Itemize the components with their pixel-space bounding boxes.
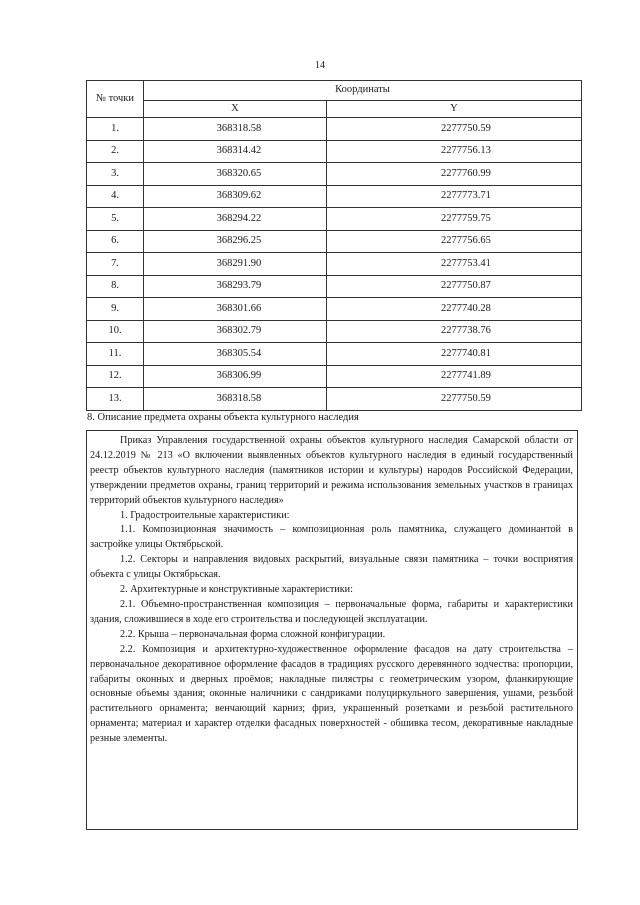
table-row <box>87 230 582 253</box>
x-coordinate-cell: 368314.42 <box>144 140 327 163</box>
table-row <box>87 343 582 366</box>
x-coordinate-cell: 368291.90 <box>144 253 327 276</box>
paragraph-architectural-characteristics: 2. Архитектурные и конструктивные характеристики: <box>120 584 353 596</box>
header-y: Y <box>326 100 581 117</box>
point-number-cell: 2. <box>87 140 144 163</box>
point-number-cell: 6. <box>87 230 144 253</box>
coordinates-table-body <box>87 118 582 411</box>
table-row <box>87 163 582 186</box>
header-x: X <box>144 100 327 117</box>
table-row <box>87 365 582 388</box>
paragraph-2-2-roof: 2.2. Крыша – первоначальная форма сложной конфигурации. <box>120 628 386 640</box>
table-row <box>87 140 582 163</box>
point-number-cell: 10. <box>87 320 144 343</box>
table-row <box>87 320 582 343</box>
table-row <box>87 185 582 208</box>
page-number: 14 <box>315 60 325 71</box>
y-coordinate-cell: 2277753.41 <box>326 253 581 276</box>
table-row <box>87 298 582 321</box>
point-number-cell: 5. <box>87 208 144 231</box>
table-row <box>87 208 582 231</box>
y-coordinate-cell: 2277756.65 <box>326 230 581 253</box>
x-coordinate-cell: 368309.62 <box>144 185 327 208</box>
y-coordinate-cell: 2277756.13 <box>326 140 581 163</box>
point-number-cell: 11. <box>87 343 144 366</box>
x-coordinate-cell: 368296.25 <box>144 230 327 253</box>
x-coordinate-cell: 368306.99 <box>144 365 327 388</box>
point-number-cell: 9. <box>87 298 144 321</box>
header-point-number: № точки <box>87 81 144 118</box>
point-number-cell: 7. <box>87 253 144 276</box>
paragraph-2-2-facades: 2.2. Композиция и архитектурно-художественное оформление фасадов на дату строительства – первоначальное декоративное оформление фасадов в традициях русского деревянного зодчества: пропорции, габариты оконных и дверных проёмов; накладные пилястры с геометрическим узором, фланкирующие основные объемы здания; оконные наличники с сандриками полуциркульного завершения, ушами, резьбой растительного орнамента; венчающий карниз; фриз, украшенный розетками и резьбой растительного орнамента; материал и характер отделки фасадных поверхностей - обшивка тесом, декоративные накладные резные элементы. <box>90 643 573 745</box>
y-coordinate-cell: 2277760.99 <box>326 163 581 186</box>
y-coordinate-cell: 2277750.59 <box>326 118 581 141</box>
y-coordinate-cell: 2277750.87 <box>326 275 581 298</box>
paragraph-2-1: 2.1. Объемно-пространственная композиция – первоначальные форма, габариты и характеристики здания, сложившиеся в ходе его строительства и последующей эксплуатации. <box>90 598 573 625</box>
point-number-cell: 4. <box>87 185 144 208</box>
paragraph-urban-characteristics: 1. Градостроительные характеристики: <box>120 509 290 521</box>
coordinates-table <box>86 80 582 411</box>
x-coordinate-cell: 368302.79 <box>144 320 327 343</box>
table-row <box>87 275 582 298</box>
point-number-cell: 1. <box>87 118 144 141</box>
table-row <box>87 253 582 276</box>
paragraph-1-1: 1.1. Композиционная значимость – композиционная роль памятника, служащего доминантой в застройке улицы Октябрьской. <box>90 524 573 551</box>
order-paragraph: Приказ Управления государственной охраны объектов культурного наследия Самарской области от 24.12.2019 № 213 «О включении выявленных объектов культурного наследия в единый государственный реестр объектов культурного наследия (памятников истории и культуры) народов Российской Федерации, утверждении предметов охраны, границ территорий и режима использования земельных участков в границах территорий объектов культурного наследия» <box>90 435 573 506</box>
section-heading: 8. Описание предмета охраны объекта культурного наследия <box>87 412 359 423</box>
y-coordinate-cell: 2277750.59 <box>326 388 581 411</box>
x-coordinate-cell: 368305.54 <box>144 343 327 366</box>
protection-subject-box <box>86 430 578 830</box>
y-coordinate-cell: 2277738.76 <box>326 320 581 343</box>
y-coordinate-cell: 2277740.81 <box>326 343 581 366</box>
y-coordinate-cell: 2277773.71 <box>326 185 581 208</box>
x-coordinate-cell: 368318.58 <box>144 118 327 141</box>
x-coordinate-cell: 368320.65 <box>144 163 327 186</box>
point-number-cell: 3. <box>87 163 144 186</box>
y-coordinate-cell: 2277741.89 <box>326 365 581 388</box>
point-number-cell: 8. <box>87 275 144 298</box>
x-coordinate-cell: 368318.58 <box>144 388 327 411</box>
y-coordinate-cell: 2277740.28 <box>326 298 581 321</box>
paragraph-1-2: 1.2. Секторы и направления видовых раскрытий, визуальные связи памятника – точки восприятия объекта с улицы Октябрьская. <box>90 554 573 581</box>
point-number-cell: 12. <box>87 365 144 388</box>
table-row <box>87 118 582 141</box>
header-coordinates: Координаты <box>144 81 582 101</box>
x-coordinate-cell: 368294.22 <box>144 208 327 231</box>
x-coordinate-cell: 368293.79 <box>144 275 327 298</box>
table-row <box>87 388 582 411</box>
y-coordinate-cell: 2277759.75 <box>326 208 581 231</box>
point-number-cell: 13. <box>87 388 144 411</box>
x-coordinate-cell: 368301.66 <box>144 298 327 321</box>
